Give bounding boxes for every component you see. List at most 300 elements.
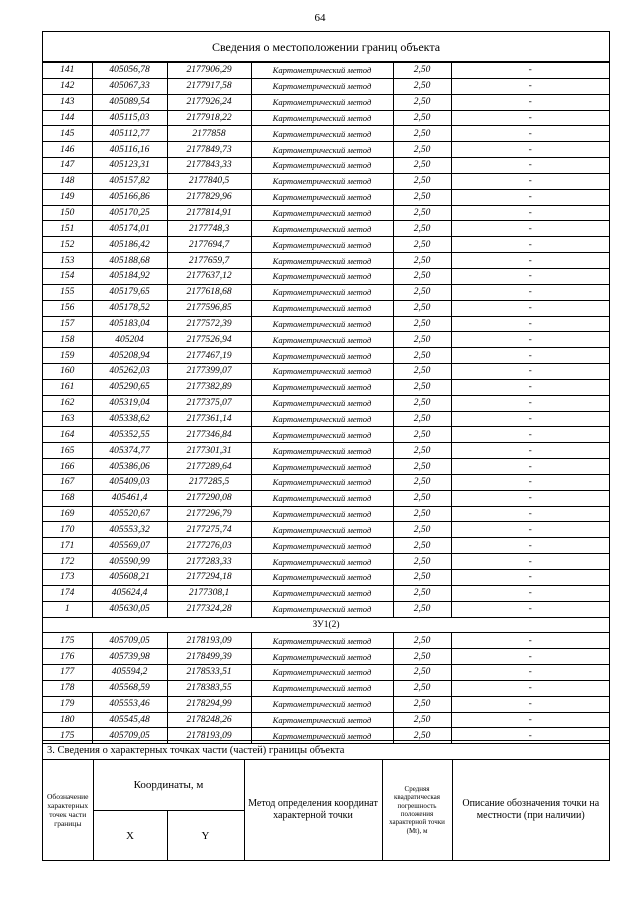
mean-error: 2,50 <box>393 348 451 364</box>
point-number: 164 <box>43 427 92 443</box>
y-coordinate: 2177289,64 <box>167 459 251 475</box>
y-coordinate: 2177308,1 <box>167 585 251 601</box>
x-coordinate: 405166,86 <box>92 189 167 205</box>
method: Картометрический метод <box>251 538 393 554</box>
table-row <box>43 316 609 332</box>
method: Картометрический метод <box>251 158 393 174</box>
method: Картометрический метод <box>251 348 393 364</box>
point-number: 165 <box>43 443 92 459</box>
point-description: - <box>451 649 609 665</box>
table-row <box>43 522 609 538</box>
mean-error: 2,50 <box>393 585 451 601</box>
table-row <box>43 142 609 158</box>
y-coordinate: 2178533,51 <box>167 665 251 681</box>
boundary-points-table <box>43 62 609 744</box>
table-row <box>43 205 609 221</box>
x-coordinate: 405568,59 <box>92 680 167 696</box>
point-number: 149 <box>43 189 92 205</box>
mean-error: 2,50 <box>393 142 451 158</box>
mean-error: 2,50 <box>393 680 451 696</box>
x-coordinate: 405520,67 <box>92 506 167 522</box>
table-row <box>43 268 609 284</box>
mean-error: 2,50 <box>393 78 451 94</box>
point-description: - <box>451 173 609 189</box>
point-description: - <box>451 94 609 110</box>
point-number: 169 <box>43 506 92 522</box>
point-number: 172 <box>43 554 92 570</box>
x-coordinate: 405409,03 <box>92 474 167 490</box>
y-coordinate: 2177526,94 <box>167 332 251 348</box>
point-description: - <box>451 348 609 364</box>
table-row <box>43 411 609 427</box>
point-number: 150 <box>43 205 92 221</box>
method: Картометрический метод <box>251 78 393 94</box>
point-description: - <box>451 78 609 94</box>
mean-error: 2,50 <box>393 110 451 126</box>
point-description: - <box>451 63 609 79</box>
x-coordinate: 405183,04 <box>92 316 167 332</box>
y-coordinate: 2177840,5 <box>167 173 251 189</box>
mean-error: 2,50 <box>393 63 451 79</box>
y-coordinate: 2177926,24 <box>167 94 251 110</box>
y-coordinate: 2177301,31 <box>167 443 251 459</box>
table-row <box>43 459 609 475</box>
point-number: 180 <box>43 712 92 728</box>
mean-error: 2,50 <box>393 189 451 205</box>
y-coordinate: 2177849,73 <box>167 142 251 158</box>
mean-error: 2,50 <box>393 268 451 284</box>
section3-title: 3. Сведения о характерных точках части (частей) границы объекта <box>43 740 609 760</box>
x-coordinate: 405115,03 <box>92 110 167 126</box>
point-number: 173 <box>43 570 92 586</box>
table-row <box>43 601 609 617</box>
x-coordinate: 405352,55 <box>92 427 167 443</box>
method: Картометрический метод <box>251 189 393 205</box>
mean-error: 2,50 <box>393 300 451 316</box>
x-coordinate: 405174,01 <box>92 221 167 237</box>
method: Картометрический метод <box>251 253 393 269</box>
point-description: - <box>451 126 609 142</box>
table-row <box>43 570 609 586</box>
y-coordinate: 2178248,26 <box>167 712 251 728</box>
table-row <box>43 554 609 570</box>
section-label: ЗУ1(2) <box>43 617 609 633</box>
point-number: 151 <box>43 221 92 237</box>
method: Картометрический метод <box>251 300 393 316</box>
x-coordinate: 405067,33 <box>92 78 167 94</box>
mean-error: 2,50 <box>393 474 451 490</box>
point-description: - <box>451 443 609 459</box>
table-row <box>43 696 609 712</box>
method: Картометрический метод <box>251 474 393 490</box>
method: Картометрический метод <box>251 427 393 443</box>
point-description: - <box>451 538 609 554</box>
mean-error: 2,50 <box>393 158 451 174</box>
mean-error: 2,50 <box>393 173 451 189</box>
point-description: - <box>451 395 609 411</box>
y-coordinate: 2177917,58 <box>167 78 251 94</box>
mean-error: 2,50 <box>393 554 451 570</box>
point-number: 171 <box>43 538 92 554</box>
table-row <box>43 474 609 490</box>
header-coordinates: Координаты, м <box>93 760 244 811</box>
point-description: - <box>451 189 609 205</box>
method: Картометрический метод <box>251 443 393 459</box>
y-coordinate: 2177294,18 <box>167 570 251 586</box>
mean-error: 2,50 <box>393 221 451 237</box>
mean-error: 2,50 <box>393 712 451 728</box>
method: Картометрический метод <box>251 585 393 601</box>
mean-error: 2,50 <box>393 665 451 681</box>
y-coordinate: 2177296,79 <box>167 506 251 522</box>
y-coordinate: 2177361,14 <box>167 411 251 427</box>
x-coordinate: 405157,82 <box>92 173 167 189</box>
point-number: 141 <box>43 63 92 79</box>
point-number: 162 <box>43 395 92 411</box>
y-coordinate: 2177829,96 <box>167 189 251 205</box>
mean-error: 2,50 <box>393 395 451 411</box>
x-coordinate: 405290,65 <box>92 379 167 395</box>
point-number: 143 <box>43 94 92 110</box>
point-description: - <box>451 316 609 332</box>
method: Картометрический метод <box>251 395 393 411</box>
point-description: - <box>451 221 609 237</box>
table-row <box>43 126 609 142</box>
table-row <box>43 237 609 253</box>
method: Картометрический метод <box>251 506 393 522</box>
point-number: 155 <box>43 284 92 300</box>
point-number: 142 <box>43 78 92 94</box>
point-description: - <box>451 237 609 253</box>
point-number: 153 <box>43 253 92 269</box>
y-coordinate: 2177858 <box>167 126 251 142</box>
point-number: 156 <box>43 300 92 316</box>
table-row <box>43 379 609 395</box>
mean-error: 2,50 <box>393 522 451 538</box>
method: Картометрический метод <box>251 570 393 586</box>
y-coordinate: 2177918,22 <box>167 110 251 126</box>
x-coordinate: 405170,25 <box>92 205 167 221</box>
header-point-description: Описание обозначения точки на местности (при наличии) <box>452 760 609 861</box>
method: Картометрический метод <box>251 332 393 348</box>
point-description: - <box>451 474 609 490</box>
y-coordinate: 2177290,08 <box>167 490 251 506</box>
y-coordinate: 2177399,07 <box>167 364 251 380</box>
y-coordinate: 2177814,91 <box>167 205 251 221</box>
method: Картометрический метод <box>251 94 393 110</box>
point-number: 148 <box>43 173 92 189</box>
table-row <box>43 506 609 522</box>
point-number: 168 <box>43 490 92 506</box>
point-description: - <box>451 158 609 174</box>
y-coordinate: 2178193,09 <box>167 633 251 649</box>
x-coordinate: 405188,68 <box>92 253 167 269</box>
y-coordinate: 2177467,19 <box>167 348 251 364</box>
page-number: 64 <box>314 12 326 24</box>
mean-error: 2,50 <box>393 427 451 443</box>
y-coordinate: 2177748,3 <box>167 221 251 237</box>
x-coordinate: 405056,78 <box>92 63 167 79</box>
table-row <box>43 253 609 269</box>
mean-error: 2,50 <box>393 696 451 712</box>
y-coordinate: 2177659,7 <box>167 253 251 269</box>
method: Картометрический метод <box>251 316 393 332</box>
point-number: 175 <box>43 633 92 649</box>
point-description: - <box>451 300 609 316</box>
y-coordinate: 2177346,84 <box>167 427 251 443</box>
point-description: - <box>451 665 609 681</box>
point-description: - <box>451 205 609 221</box>
point-description: - <box>451 411 609 427</box>
x-coordinate: 405461,4 <box>92 490 167 506</box>
mean-error: 2,50 <box>393 332 451 348</box>
x-coordinate: 405112,77 <box>92 126 167 142</box>
table-row <box>43 94 609 110</box>
mean-error: 2,50 <box>393 459 451 475</box>
table-row <box>43 585 609 601</box>
point-description: - <box>451 268 609 284</box>
x-coordinate: 405089,54 <box>92 94 167 110</box>
header-y: Y <box>167 811 244 861</box>
table-row <box>43 364 609 380</box>
table-row <box>43 427 609 443</box>
table-row <box>43 63 609 79</box>
point-description: - <box>451 110 609 126</box>
method: Картометрический метод <box>251 364 393 380</box>
method: Картометрический метод <box>251 665 393 681</box>
method: Картометрический метод <box>251 268 393 284</box>
method: Картометрический метод <box>251 110 393 126</box>
mean-error: 2,50 <box>393 443 451 459</box>
y-coordinate: 2177596,85 <box>167 300 251 316</box>
point-number: 163 <box>43 411 92 427</box>
section-row <box>43 617 609 633</box>
x-coordinate: 405116,16 <box>92 142 167 158</box>
point-description: - <box>451 728 609 744</box>
x-coordinate: 405319,04 <box>92 395 167 411</box>
y-coordinate: 2178383,55 <box>167 680 251 696</box>
method: Картометрический метод <box>251 411 393 427</box>
point-number: 174 <box>43 585 92 601</box>
point-description: - <box>451 506 609 522</box>
mean-error: 2,50 <box>393 205 451 221</box>
point-description: - <box>451 459 609 475</box>
method: Картометрический метод <box>251 142 393 158</box>
point-description: - <box>451 696 609 712</box>
table-row <box>43 300 609 316</box>
x-coordinate: 405179,65 <box>92 284 167 300</box>
table-row <box>43 221 609 237</box>
x-coordinate: 405184,92 <box>92 268 167 284</box>
point-number: 176 <box>43 649 92 665</box>
point-description: - <box>451 332 609 348</box>
table-row <box>43 284 609 300</box>
point-number: 175 <box>43 728 92 744</box>
mean-error: 2,50 <box>393 284 451 300</box>
point-number: 160 <box>43 364 92 380</box>
point-number: 170 <box>43 522 92 538</box>
point-description: - <box>451 284 609 300</box>
method: Картометрический метод <box>251 649 393 665</box>
y-coordinate: 2177324,28 <box>167 601 251 617</box>
x-coordinate: 405338,62 <box>92 411 167 427</box>
mean-error: 2,50 <box>393 538 451 554</box>
y-coordinate: 2177283,33 <box>167 554 251 570</box>
table-row <box>43 332 609 348</box>
method: Картометрический метод <box>251 63 393 79</box>
y-coordinate: 2177275,74 <box>167 522 251 538</box>
x-coordinate: 405204 <box>92 332 167 348</box>
method: Картометрический метод <box>251 554 393 570</box>
point-description: - <box>451 427 609 443</box>
x-coordinate: 405386,06 <box>92 459 167 475</box>
table-row <box>43 395 609 411</box>
method: Картометрический метод <box>251 728 393 744</box>
point-number: 146 <box>43 142 92 158</box>
mean-error: 2,50 <box>393 94 451 110</box>
table-row <box>43 110 609 126</box>
point-number: 167 <box>43 474 92 490</box>
method: Картометрический метод <box>251 633 393 649</box>
method: Картометрический метод <box>251 126 393 142</box>
mean-error: 2,50 <box>393 490 451 506</box>
method: Картометрический метод <box>251 205 393 221</box>
header-mean-error: Средняя квадратическая погрешность положения характерной точки (Mt), м <box>382 760 452 861</box>
table-row <box>43 633 609 649</box>
point-number: 158 <box>43 332 92 348</box>
point-number: 179 <box>43 696 92 712</box>
point-description: - <box>451 680 609 696</box>
boundary-form <box>42 31 610 861</box>
point-description: - <box>451 142 609 158</box>
mean-error: 2,50 <box>393 237 451 253</box>
table-row <box>43 490 609 506</box>
y-coordinate: 2177637,12 <box>167 268 251 284</box>
table-row <box>43 665 609 681</box>
header-x: X <box>93 811 167 861</box>
table-row <box>43 443 609 459</box>
table-row <box>43 649 609 665</box>
y-coordinate: 2177618,68 <box>167 284 251 300</box>
point-description: - <box>451 364 609 380</box>
point-description: - <box>451 253 609 269</box>
point-description: - <box>451 554 609 570</box>
y-coordinate: 2177843,33 <box>167 158 251 174</box>
x-coordinate: 405569,07 <box>92 538 167 554</box>
mean-error: 2,50 <box>393 316 451 332</box>
mean-error: 2,50 <box>393 728 451 744</box>
x-coordinate: 405590,99 <box>92 554 167 570</box>
point-number: 144 <box>43 110 92 126</box>
table-row <box>43 538 609 554</box>
table-row <box>43 348 609 364</box>
y-coordinate: 2177572,39 <box>167 316 251 332</box>
point-description: - <box>451 601 609 617</box>
point-number: 161 <box>43 379 92 395</box>
y-coordinate: 2178499,39 <box>167 649 251 665</box>
mean-error: 2,50 <box>393 364 451 380</box>
table-row <box>43 680 609 696</box>
x-coordinate: 405178,52 <box>92 300 167 316</box>
points-table-body <box>43 63 609 744</box>
y-coordinate: 2178294,99 <box>167 696 251 712</box>
x-coordinate: 405262,03 <box>92 364 167 380</box>
x-coordinate: 405739,98 <box>92 649 167 665</box>
x-coordinate: 405208,94 <box>92 348 167 364</box>
mean-error: 2,50 <box>393 379 451 395</box>
mean-error: 2,50 <box>393 649 451 665</box>
point-description: - <box>451 490 609 506</box>
y-coordinate: 2178193,09 <box>167 728 251 744</box>
x-coordinate: 405374,77 <box>92 443 167 459</box>
point-number: 166 <box>43 459 92 475</box>
x-coordinate: 405709,05 <box>92 633 167 649</box>
table-row <box>43 78 609 94</box>
x-coordinate: 405553,32 <box>92 522 167 538</box>
x-coordinate: 405630,05 <box>92 601 167 617</box>
y-coordinate: 2177906,29 <box>167 63 251 79</box>
mean-error: 2,50 <box>393 570 451 586</box>
x-coordinate: 405594,2 <box>92 665 167 681</box>
section-title: Сведения о местоположении границ объекта <box>43 32 609 62</box>
method: Картометрический метод <box>251 680 393 696</box>
table-row <box>43 189 609 205</box>
point-number: 157 <box>43 316 92 332</box>
method: Картометрический метод <box>251 696 393 712</box>
point-description: - <box>451 585 609 601</box>
method: Картометрический метод <box>251 712 393 728</box>
point-description: - <box>451 379 609 395</box>
mean-error: 2,50 <box>393 253 451 269</box>
point-description: - <box>451 570 609 586</box>
y-coordinate: 2177285,5 <box>167 474 251 490</box>
point-number: 152 <box>43 237 92 253</box>
mean-error: 2,50 <box>393 506 451 522</box>
mean-error: 2,50 <box>393 633 451 649</box>
mean-error: 2,50 <box>393 126 451 142</box>
x-coordinate: 405123,31 <box>92 158 167 174</box>
table-row <box>43 712 609 728</box>
method: Картометрический метод <box>251 284 393 300</box>
point-number: 178 <box>43 680 92 696</box>
header-method: Метод определения координат характерной точки <box>244 760 382 861</box>
point-description: - <box>451 712 609 728</box>
point-number: 147 <box>43 158 92 174</box>
x-coordinate: 405608,21 <box>92 570 167 586</box>
method: Картометрический метод <box>251 522 393 538</box>
method: Картометрический метод <box>251 237 393 253</box>
table-row <box>43 173 609 189</box>
point-number: 154 <box>43 268 92 284</box>
method: Картометрический метод <box>251 379 393 395</box>
point-number: 159 <box>43 348 92 364</box>
x-coordinate: 405624,4 <box>92 585 167 601</box>
mean-error: 2,50 <box>393 601 451 617</box>
method: Картометрический метод <box>251 601 393 617</box>
table-row <box>43 158 609 174</box>
method: Картометрический метод <box>251 490 393 506</box>
header-point-designation: Обозначение характерных точек части границы <box>43 760 93 861</box>
mean-error: 2,50 <box>393 411 451 427</box>
x-coordinate: 405553,46 <box>92 696 167 712</box>
point-description: - <box>451 522 609 538</box>
y-coordinate: 2177276,03 <box>167 538 251 554</box>
x-coordinate: 405709,05 <box>92 728 167 744</box>
x-coordinate: 405186,42 <box>92 237 167 253</box>
point-number: 1 <box>43 601 92 617</box>
x-coordinate: 405545,48 <box>92 712 167 728</box>
method: Картометрический метод <box>251 459 393 475</box>
